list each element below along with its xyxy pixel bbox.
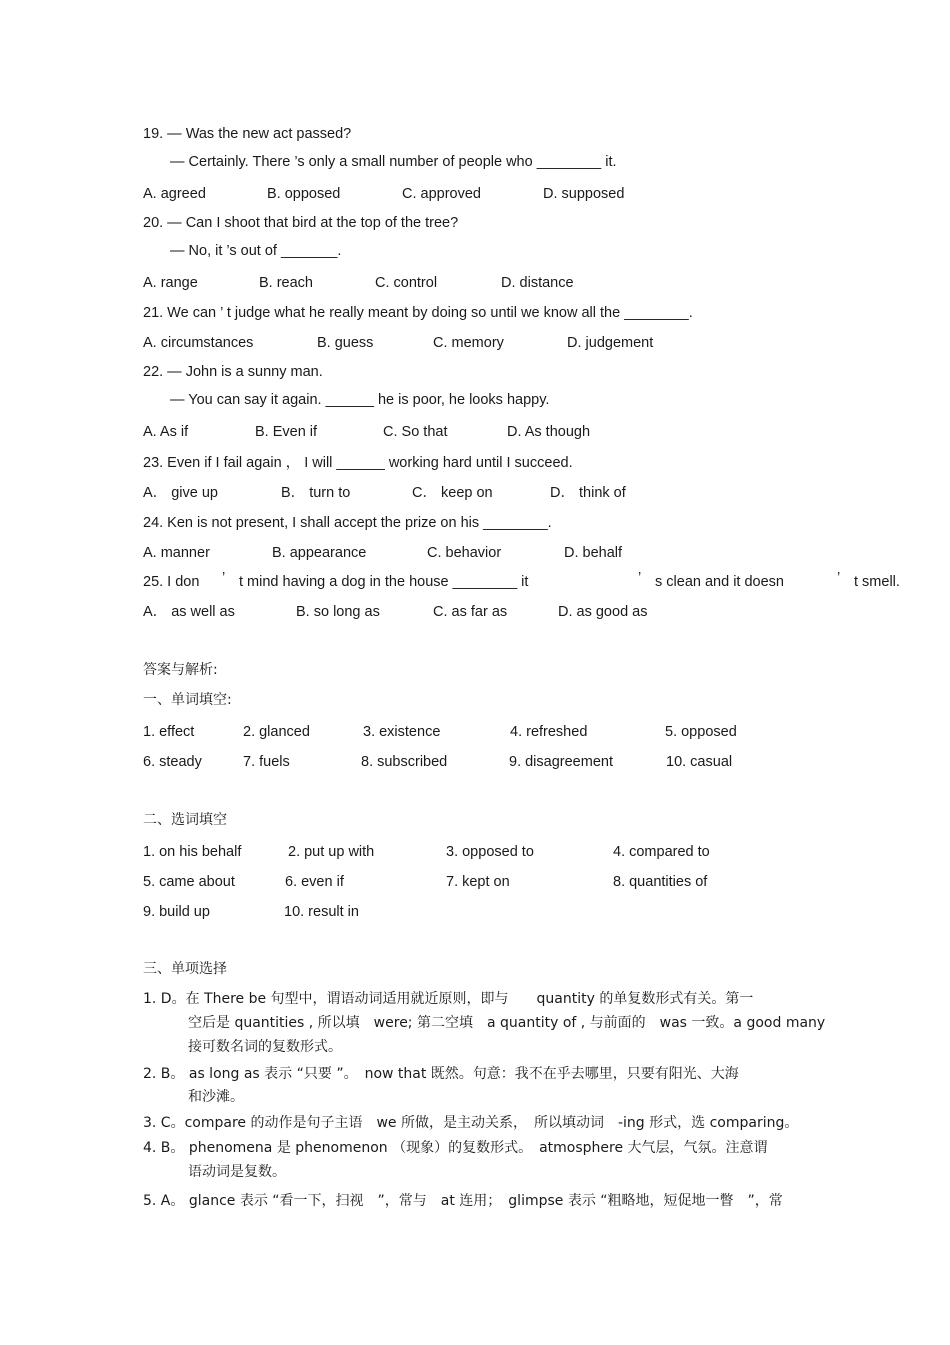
option-c: C. control (375, 275, 438, 291)
option-a: A． as well as (143, 604, 235, 620)
answer-item: 10. casual (666, 754, 733, 770)
option-d: D. behalf (564, 545, 623, 561)
option-c: C. behavior (427, 545, 502, 561)
section3-title: 三、单项选择 (143, 961, 227, 977)
answer-item: 3. opposed to (446, 844, 534, 860)
answer-item: 2. glanced (243, 724, 310, 740)
option-c: C. approved (402, 186, 481, 202)
explanation-line: 和沙滩。 (188, 1089, 244, 1105)
question-stem-part: t smell. (854, 574, 900, 590)
option-c: C. memory (433, 335, 504, 351)
question-stem: 24. Ken is not present, I shall accept the prize on his ________. (143, 515, 552, 531)
option-d: D. as good as (558, 604, 648, 620)
option-d: D. judgement (567, 335, 654, 351)
question-stem: 23. Even if I fail again ， I will ______ working hard until I succeed. (143, 455, 573, 471)
answer-item: 5. opposed (665, 724, 737, 740)
answers-heading: 答案与解析: (143, 662, 218, 678)
option-a: A. circumstances (143, 335, 254, 351)
answer-item: 7. kept on (446, 874, 510, 890)
explanation-line: 语动词是复数。 (188, 1164, 286, 1180)
option-b: B． turn to (281, 485, 351, 501)
answer-item: 1. effect (143, 724, 195, 740)
explanation-line: 4. B。 phenomena 是 phenomenon （现象）的复数形式。 atmosphere 大气层，气氛。注意谓 (143, 1140, 768, 1156)
answer-item: 6. steady (143, 754, 202, 770)
option-b: B. Even if (255, 424, 318, 440)
option-b: B. guess (317, 335, 374, 351)
explanation-line: 5. A。 glance 表示 “看一下，扫视 ”，常与 at 连用； glimpse 表示 “粗略地，短促地一瞥 ”，常 (143, 1193, 783, 1209)
question-stem: 20. — Can I shoot that bird at the top of the tree? (143, 215, 459, 231)
answer-item: 6. even if (285, 874, 344, 890)
apostrophe: ’ (222, 570, 226, 586)
question-stem: 19. — Was the new act passed? (143, 126, 352, 142)
question-stem-reply: — Certainly. There ’s only a small number of people who ________ it. (170, 154, 617, 170)
answer-item: 3. existence (363, 724, 441, 740)
explanation-line: 接可数名词的复数形式。 (188, 1039, 342, 1055)
option-b: B. appearance (272, 545, 367, 561)
section1-title: 一、单词填空: (143, 692, 232, 708)
option-d: D. distance (501, 275, 574, 291)
option-d: D. supposed (543, 186, 625, 202)
answer-item: 9. disagreement (509, 754, 613, 770)
answer-item: 5. came about (143, 874, 235, 890)
option-d: D. As though (507, 424, 591, 440)
answer-item: 10. result in (284, 904, 359, 920)
explanation-line: 空后是 quantities , 所以填 were; 第二空填 a quantity of , 与前面的 was 一致。a good many (188, 1015, 826, 1031)
answer-item: 8. quantities of (613, 874, 708, 890)
question-stem-part: 25. I don (143, 574, 200, 590)
explanation-line: 1. D。在 There be 句型中，谓语动词适用就近原则，即与 quantity 的单复数形式有关。第一 (143, 991, 754, 1007)
answer-item: 8. subscribed (361, 754, 448, 770)
option-a: A. agreed (143, 186, 206, 202)
answer-item: 2. put up with (288, 844, 375, 860)
option-d: D． think of (550, 485, 626, 501)
explanation-line: 2. B。 as long as 表示 “只要 ”。 now that 既然。句意：我不在乎去哪里，只要有阳光、大海 (143, 1066, 739, 1082)
question-stem-part: s clean and it doesn (655, 574, 784, 590)
apostrophe: ’ (638, 570, 642, 586)
option-b: B. reach (259, 275, 313, 291)
question-stem: 22. — John is a sunny man. (143, 364, 323, 380)
answer-item: 9. build up (143, 904, 210, 920)
option-a: A. manner (143, 545, 210, 561)
answer-item: 7. fuels (243, 754, 290, 770)
section2-title: 二、选词填空 (143, 812, 227, 828)
option-c: C. as far as (433, 604, 508, 620)
option-a: A. range (143, 275, 198, 291)
option-b: B. opposed (267, 186, 341, 202)
option-c: C． keep on (412, 485, 493, 501)
question-stem: 21. We can ’ t judge what he really meant by doing so until we know all the ________. (143, 305, 693, 321)
option-a: A． give up (143, 485, 218, 501)
option-a: A. As if (143, 424, 189, 440)
answer-item: 4. refreshed (510, 724, 588, 740)
question-stem-part: t mind having a dog in the house ________ it (239, 574, 529, 590)
explanation-line: 3. C。compare 的动作是句子主语 we 所做，是主动关系， 所以填动词 -ing 形式，选 comparing。 (143, 1115, 799, 1131)
answer-item: 4. compared to (613, 844, 710, 860)
option-b: B. so long as (296, 604, 380, 620)
answer-item: 1. on his behalf (143, 844, 242, 860)
question-stem-reply: — You can say it again. ______ he is poor, he looks happy. (170, 392, 550, 408)
option-c: C. So that (383, 424, 448, 440)
question-stem-reply: — No, it ’s out of _______. (170, 243, 342, 259)
apostrophe: ’ (837, 570, 841, 586)
